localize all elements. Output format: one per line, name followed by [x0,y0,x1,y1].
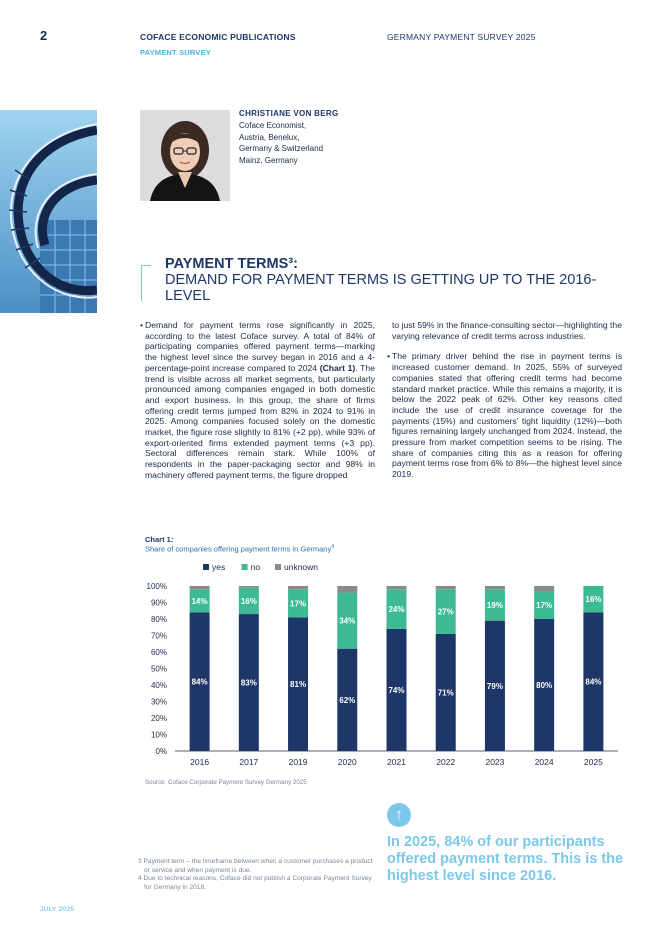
body-column-right [387,320,622,480]
x-tick-label: 2020 [337,757,357,767]
bar-segment-unknown [534,586,554,591]
y-tick-label: 50% [150,664,167,674]
chart-source: Source: Coface Corporate Payment Survey Germany 2025 [145,779,307,786]
footnote: 4 Due to technical reasons, Coface did not publish a Corporate Payment Survey for Germany in 2018. [138,875,372,891]
chart-subtitle [145,544,334,554]
bullet-icon: • [140,320,144,330]
bullet-icon: • [387,351,391,362]
author-bio [239,120,379,166]
data-label-no: 27% [437,607,454,617]
author-bio-line: Mainz, Germany [239,155,298,165]
x-tick-label: 2019 [288,757,308,767]
bar-segment-unknown [239,586,259,588]
body-column-left [140,320,375,481]
data-label-yes: 81% [290,680,307,690]
data-label-no: 14% [191,596,208,606]
paragraph-text: to just 59% in the finance-consulting sector—highlighting the varying relevance of credit terms across industries. [392,320,622,341]
y-tick-label: 30% [150,697,167,707]
data-label-no: 16% [240,596,257,606]
data-label-no: 24% [388,605,405,615]
bar-segment-unknown [190,586,210,589]
data-label-yes: 84% [585,677,602,687]
x-tick-label: 2016 [190,757,210,767]
paragraph-text: The primary driver behind the rise in payment terms is increased customer demand. In 2025, 55% of surveyed companies stated that offering credit terms had become standard market practice. While this remains a majority, it is below the 2022 peak of 62%. Other key reasons cited include the use of credit insurance coverage for the payments (15%) and customers' tight liquidity (12%)—both figures remaining largely unchanged from 2024. Instead, the pressure from market competition seems to be rising. The share of companies citing this as a reason for offering payment terms rose from 6% to 8%—the highest level since 2019. [392,351,622,480]
x-tick-label: 2023 [485,757,505,767]
body-paragraph-continued [387,320,622,341]
data-label-yes: 74% [388,685,405,695]
y-tick-label: 20% [150,714,167,723]
data-label-no: 16% [585,595,602,605]
y-tick-label: 90% [150,598,167,608]
staircase-image [0,110,97,313]
author-name: CHRISTIANE VON BERG [239,109,339,118]
x-tick-label: 2024 [534,757,554,767]
x-tick-label: 2017 [239,757,259,767]
data-label-no: 17% [290,599,307,609]
y-tick-label: 60% [150,648,167,657]
page-number: 2 [40,28,48,43]
legend-swatch-yes [203,564,209,570]
footnotes [136,858,376,892]
author-bio-line: Austria, Benelux, [239,132,300,142]
bar-segment-unknown [337,586,357,593]
chart-subtitle-footnote-ref: 4 [331,544,334,550]
highlight-quote: In 2025, 84% of our participants offered payment terms. This is the highest level since 2016. [387,834,624,884]
x-tick-label: 2021 [387,757,406,767]
chart-reference: (Chart 1) [319,362,356,373]
footnote: 3 Payment term – the timeframe between when a customer purchases a product or service and when payment is due. [138,858,373,874]
chart-subtitle-text: Share of companies offering payment terms in Germany [145,544,332,554]
survey-title: GERMANY PAYMENT SURVEY 2025 [387,32,536,42]
body-paragraph [387,351,622,479]
data-label-yes: 79% [486,681,503,691]
legend-label-no: no [250,562,261,572]
paragraph-text: Demand for payment terms rose significantly in 2025, according to the latest Coface survey. A total of 84% of participating companies offered payment terms—marking the highest level since the survey began in 2016 and a 4-percentage-point increase compared to 2024 [145,320,375,373]
legend-swatch-no [242,564,248,570]
author-bio-line: Coface Economist, [239,121,307,130]
data-label-yes: 71% [437,688,454,698]
y-tick-label: 80% [150,615,167,624]
arrow-up-icon: ↑ [387,803,411,827]
bar-segment-unknown [387,586,407,589]
x-tick-label: 2025 [583,757,603,767]
y-tick-label: 40% [150,681,167,690]
bar-segment-unknown [436,586,456,589]
data-label-no: 19% [486,600,503,610]
publication-section: PAYMENT SURVEY [140,48,212,57]
y-tick-label: 100% [146,582,167,591]
data-label-no: 34% [339,616,356,626]
y-tick-label: 10% [150,730,167,740]
data-label-yes: 62% [339,695,356,705]
heading-bracket-decoration [141,265,151,301]
section-subheading: DEMAND FOR PAYMENT TERMS IS GETTING UP TO THE 2016-LEVEL [165,272,597,304]
legend-swatch-unknown [275,564,281,570]
data-label-no: 17% [536,600,553,610]
y-tick-label: 0% [155,747,167,756]
y-tick-label: 70% [150,631,167,641]
data-label-yes: 80% [536,681,553,690]
author-bio-line: Germany & Switzerland [239,144,324,153]
legend-label-unknown: unknown [284,562,319,572]
stacked-bar-chart [140,558,620,773]
author-photo [140,110,230,201]
paragraph-text: . The trend is visible across all market segments, but particularly pronounced among companies engaged in both domestic and export business. In this group, the share of firms offering credit terms jumped from 82% in 2024 to 91% in 2025. Among companies focused solely on the domestic market, the figure rose slightly to 81% (+2 pp), while 93% of export-oriented firms extended payment terms (+3 pp). Sectoral differences remain stark. While 100% of respondents in the paper-packaging sector and 98% in machinery offered payment terms, the figure dropped [145,362,375,480]
footer-date: JULY 2025 [40,906,75,913]
data-label-yes: 83% [240,678,257,688]
legend-label-yes: yes [212,562,226,572]
x-tick-label: 2022 [436,757,456,767]
section-heading: PAYMENT TERMS³: [165,256,298,272]
data-label-yes: 84% [191,677,208,687]
bar-segment-unknown [288,586,308,589]
chart-label: Chart 1: [145,535,174,544]
publication-title: COFACE ECONOMIC PUBLICATIONS [140,32,296,42]
body-paragraph [140,320,375,481]
bar-segment-unknown [485,586,505,589]
